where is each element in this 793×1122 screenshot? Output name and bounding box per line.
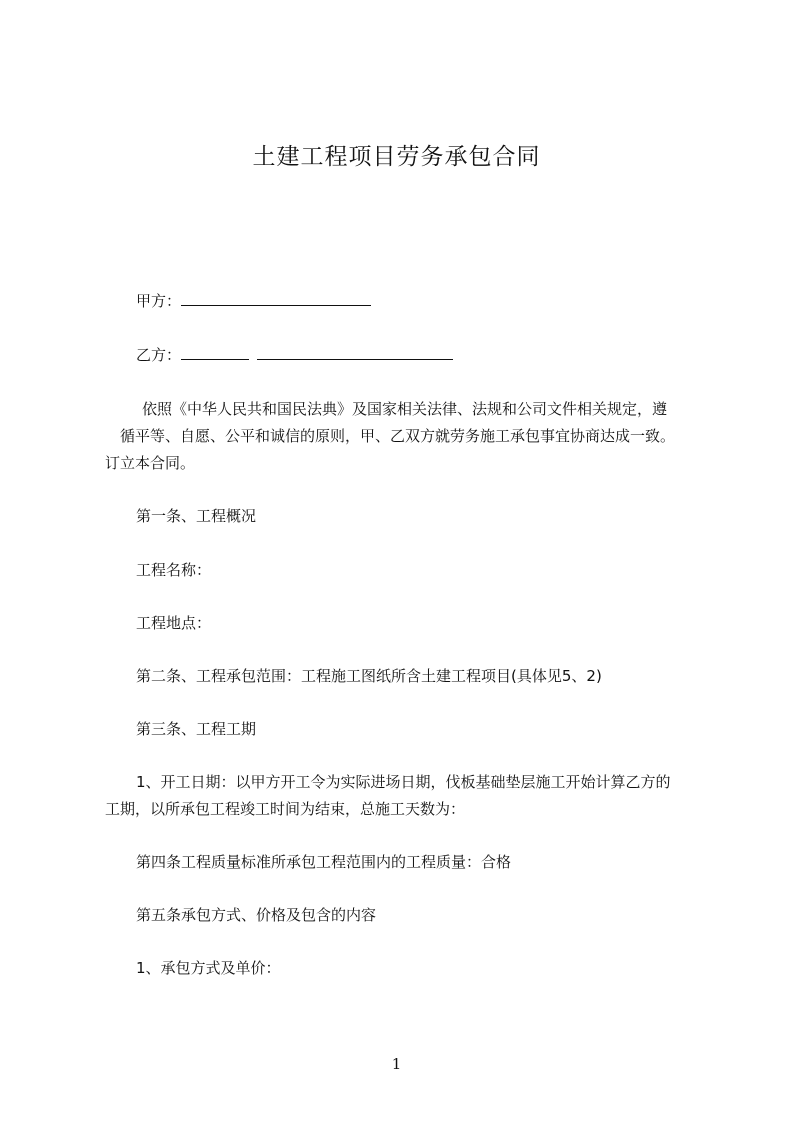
page-number: 1 — [391, 1055, 402, 1073]
article3-heading: 第三条、工程工期 — [136, 720, 257, 738]
party-b-line — [136, 344, 453, 366]
preamble-line-2: 循平等、自愿、公平和诚信的原则，甲、乙双方就劳务施工承包事宜协商达成一致。 — [120, 427, 676, 445]
party-a-label: 甲方： — [136, 292, 182, 310]
party-a-line — [136, 290, 371, 312]
document-title: 土建工程项目劳务承包合同 — [252, 144, 541, 170]
project-name-label: 工程名称： — [136, 561, 212, 579]
article3-item1-line-1: 1、开工日期：以甲方开工令为实际进场日期，伐板基础垫层施工开始计算乙方的 — [136, 773, 671, 791]
party-b-blank-short[interactable] — [181, 345, 249, 360]
preamble-line-1: 依照《中华人民共和国民法典》及国家相关法律、法规和公司文件相关规定，遵 — [142, 400, 668, 418]
article3-item1-line-2: 工期，以所承包工程竣工时间为结束，总施工天数为： — [105, 800, 466, 818]
article4-text: 第四条工程质量标准所承包工程范围内的工程质量：合格 — [136, 853, 512, 871]
article5-heading: 第五条承包方式、价格及包含的内容 — [136, 906, 377, 924]
preamble-line-3: 订立本合同。 — [105, 454, 196, 472]
project-location-label: 工程地点： — [136, 614, 212, 632]
party-b-blank-long[interactable] — [257, 345, 453, 360]
party-a-blank[interactable] — [181, 291, 371, 306]
article1-heading: 第一条、工程概况 — [136, 507, 257, 525]
article2-text: 第二条、工程承包范围：工程施工图纸所含土建工程项目(具体见5、2) — [136, 667, 602, 685]
article5-item1: 1、承包方式及单价： — [136, 959, 281, 977]
party-b-label: 乙方： — [136, 346, 182, 364]
